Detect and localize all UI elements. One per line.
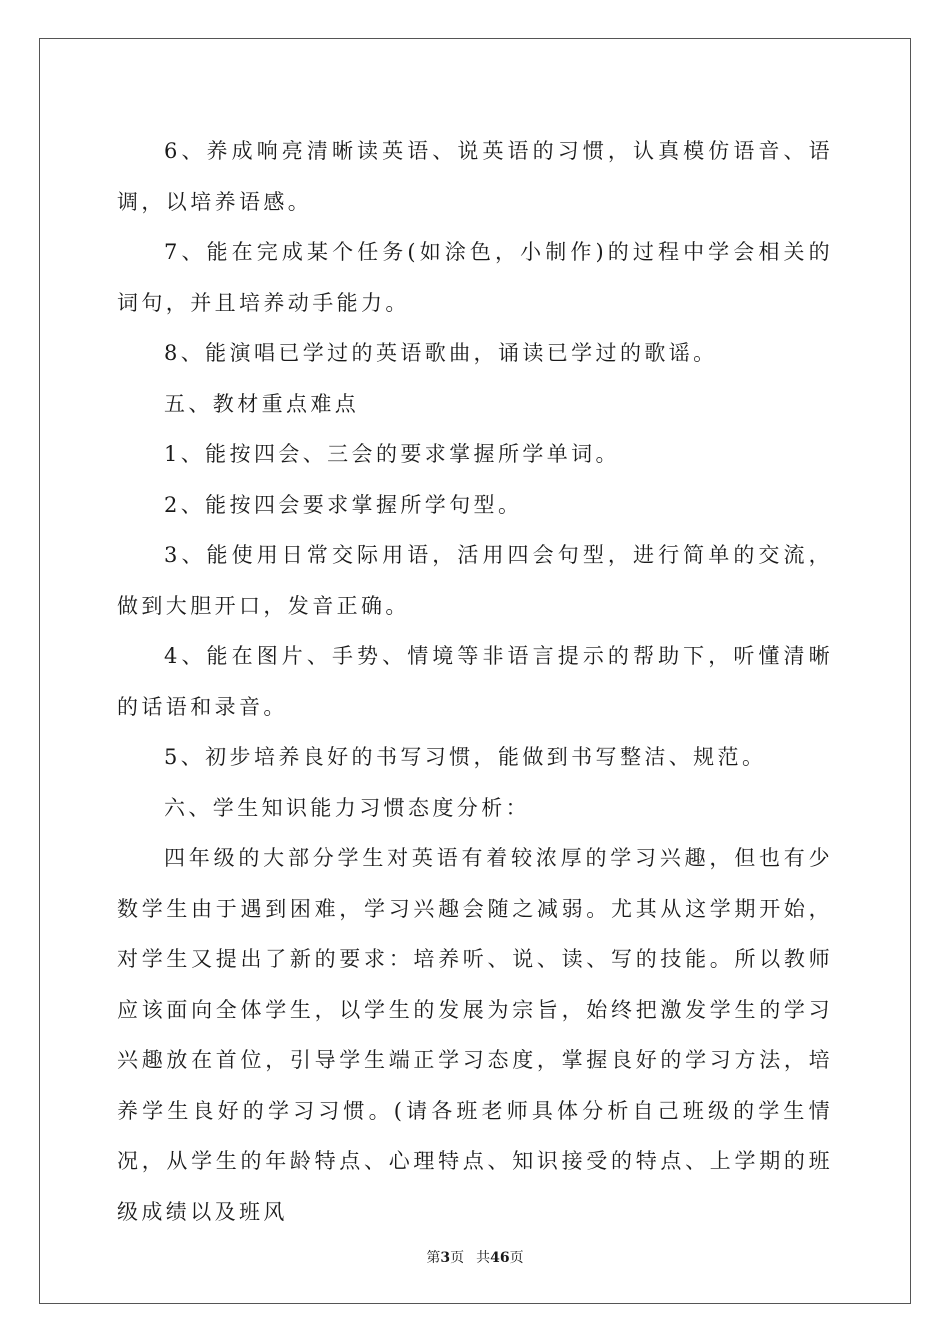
paragraph-key-point-4: 4、能在图片、手势、情境等非语言提示的帮助下，听懂清晰的话语和录音。 xyxy=(117,644,833,719)
page-footer xyxy=(0,1247,950,1267)
paragraph-key-point-2: 2、能按四会要求掌握所学句型。 xyxy=(164,492,523,517)
paragraph-student-analysis: 四年级的大部分学生对英语有着较浓厚的学习兴趣，但也有少数学生由于遇到困难，学习兴趣会随之减弱。尤其从这学期开始，对学生又提出了新的要求：培养听、说、读、写的技能。所以教师应该面向全体学生，以学生的发展为宗旨，始终把激发学生的学习兴趣放在首位，引导学生端正学习态度，掌握良好的学习方法，培养学生良好的学习习惯。(请各班老师具体分析自己班级的学生情况，从学生的年龄特点、心理特点、知识接受的特点、上学期的班级成绩以及班风 xyxy=(117,846,833,1224)
paragraph-item-6: 6、养成响亮清晰读英语、说英语的习惯，认真模仿语音、语调，以培养语感。 xyxy=(117,139,833,214)
page-prefix: 第 xyxy=(426,1250,441,1266)
document-body xyxy=(117,126,833,1237)
section-heading-6: 六、学生知识能力习惯态度分析： xyxy=(164,795,530,820)
page-total: 46 xyxy=(490,1250,510,1266)
total-suffix: 页 xyxy=(509,1250,524,1266)
paragraph-item-8: 8、能演唱已学过的英语歌曲，诵读已学过的歌谣。 xyxy=(164,341,718,365)
paragraph-key-point-1: 1、能按四会、三会的要求掌握所学单词。 xyxy=(164,442,620,466)
paragraph-key-point-3: 3、能使用日常交际用语，活用四会句型，进行简单的交流，做到大胆开口，发音正确。 xyxy=(117,543,833,618)
total-prefix: 共 xyxy=(476,1250,491,1266)
page-current: 3 xyxy=(440,1250,451,1266)
paragraph-key-point-5: 5、初步培养良好的书写习惯，能做到书写整洁、规范。 xyxy=(164,745,767,769)
section-heading-5: 五、教材重点难点 xyxy=(164,391,360,416)
page-suffix: 页 xyxy=(450,1250,465,1266)
paragraph-item-7: 7、能在完成某个任务(如涂色，小制作)的过程中学会相关的词句，并且培养动手能力。 xyxy=(117,240,833,315)
